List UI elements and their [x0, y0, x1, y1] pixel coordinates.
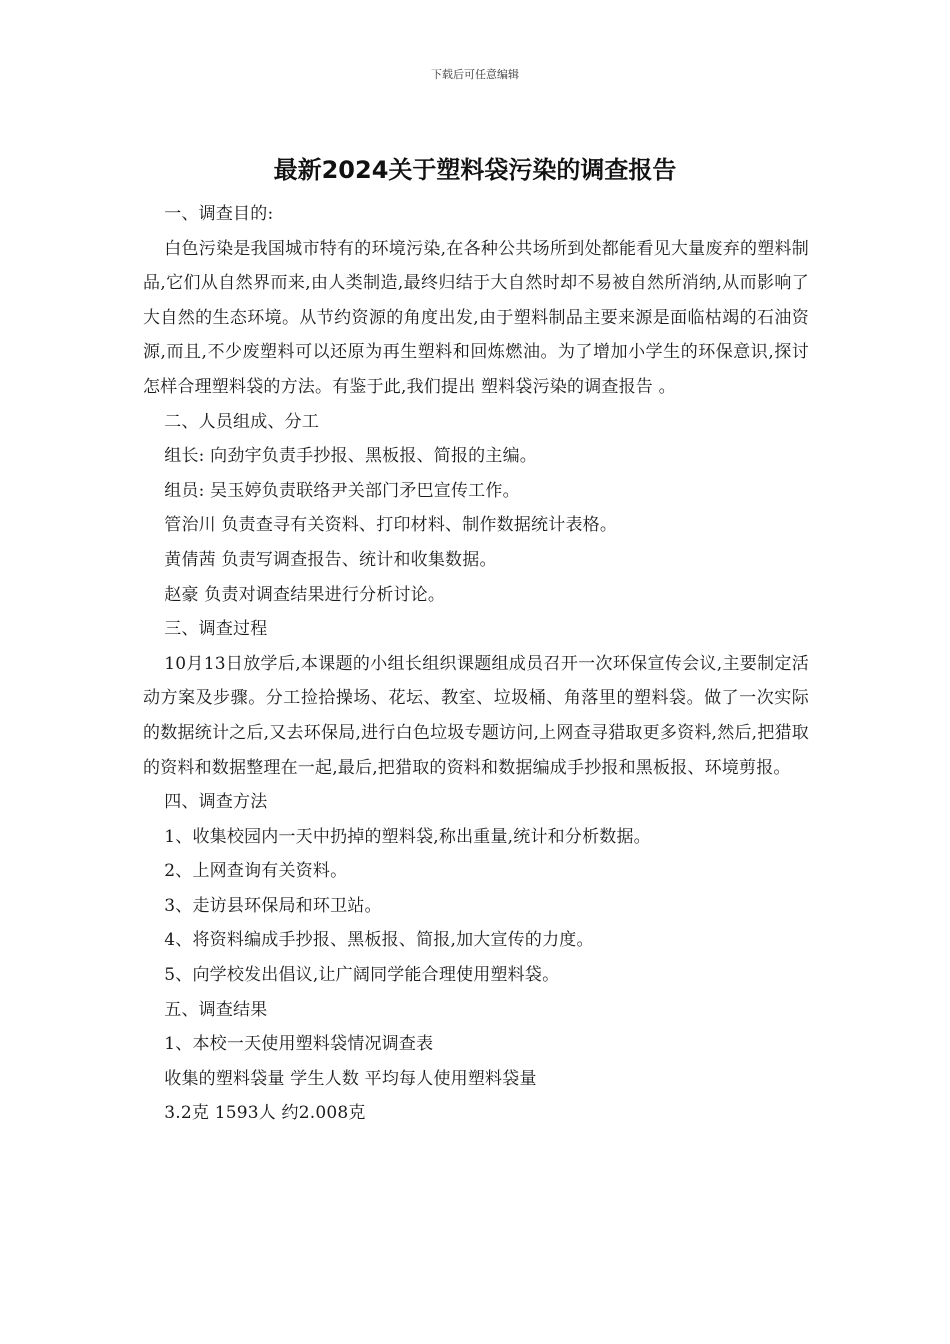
- method-item-3: 3、走访县环保局和环卫站。: [164, 895, 382, 916]
- method-item-5: 5、向学校发出倡议,让广阔同学能合理使用塑料袋。: [164, 965, 560, 986]
- heading-results: 五、调查结果: [164, 999, 268, 1020]
- method-item-4: 4、将资料编成手抄报、黑板报、简报,加大宣传的力度。: [164, 930, 594, 951]
- heading-members: 二、人员组成、分工: [164, 411, 320, 432]
- paragraph-purpose: 白色污染是我国城市特有的环境污染,在各种公共场所到处都能看见大量废弃的塑料制品,它们从自然界而来,由人类制造,最终归结于大自然时却不易被自然所消纳,从而影响了大自然的生态环境。从节约资源的角度出发,由于塑料制品主要来源是面临枯竭的石油资源,而且,不少废塑料可以还原为再生塑料和回炼燃油。为了增加小学生的环保意识,探讨怎样合理塑料袋的方法。有鉴于此,我们提出 塑料袋污染的调查报告 。: [143, 238, 809, 397]
- member-4: 赵豪 负责对调查结果进行分析讨论。: [164, 584, 446, 605]
- member-1: 组员: 吴玉婷负责联络尹关部门矛巴宣传工作。: [164, 480, 520, 501]
- paragraph-process: 10月13日放学后,本课题的小组长组织课题组成员召开一次环保宣传会议,主要制定活动方案及步骤。分工捡拾操场、花坛、教室、垃圾桶、角落里的塑料袋。做了一次实际的数据统计之后,又去环保局,进行白色垃圾专题访问,上网查寻猎取更多资料,然后,把猎取的资料和数据整理在一起,最后,把猎取的资料和数据编成手抄报和黑板报、环境剪报。: [143, 653, 809, 778]
- document-title: 最新2024关于塑料袋污染的调查报告: [273, 156, 677, 184]
- document-body: [143, 197, 809, 1131]
- heading-purpose: 一、调查目的:: [164, 204, 274, 224]
- heading-process: 三、调查过程: [164, 619, 268, 640]
- member-leader: 组长: 向劲宇负责手抄报、黑板报、简报的主编。: [164, 446, 537, 467]
- results-table-row: 3.2克 1593人 约2.008克: [164, 1103, 366, 1124]
- member-2: 管治川 负责查寻有关资料、打印材料、制作数据统计表格。: [164, 515, 618, 536]
- method-item-1: 1、收集校园内一天中扔掉的塑料袋,称出重量,统计和分析数据。: [164, 826, 651, 847]
- method-item-2: 2、上网查询有关资料。: [164, 861, 348, 882]
- member-3: 黄倩茜 负责写调查报告、统计和收集数据。: [164, 549, 497, 570]
- header-note: 下载后可任意编辑: [431, 68, 519, 81]
- results-table-header: 收集的塑料袋量 学生人数 平均每人使用塑料袋量: [164, 1068, 537, 1089]
- results-item-1: 1、本校一天使用塑料袋情况调查表: [164, 1034, 434, 1055]
- heading-method: 四、调查方法: [164, 792, 268, 813]
